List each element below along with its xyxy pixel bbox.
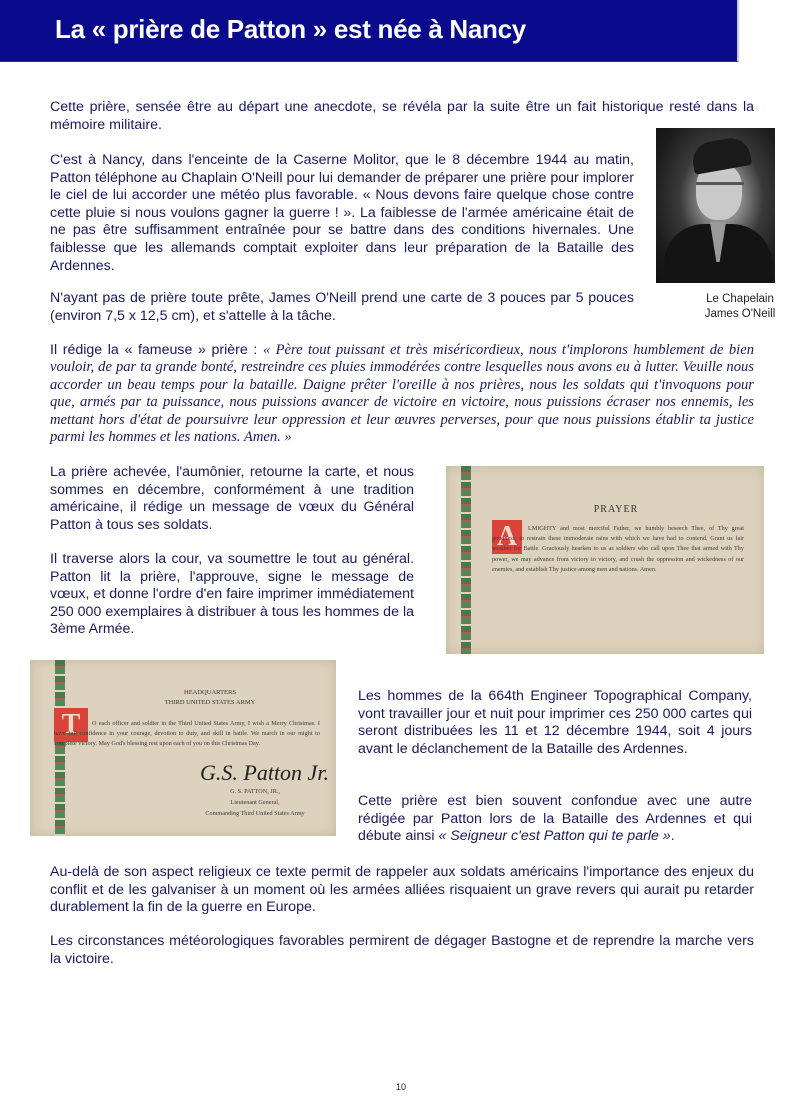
glasses-shape — [696, 182, 744, 185]
page-title: La « prière de Patton » est née à Nancy — [55, 14, 526, 44]
greeting-card-initial: T — [54, 708, 88, 742]
sign-line-3: Commanding Third United States Army — [205, 810, 305, 817]
paragraph-religious-aspect: Au-delà de son aspect religieux ce texte permit de rappeler aux soldats américains l'importance des enjeux du conflit et de les galvaniser à un moment où les armées alliées risquaient un grave revers qui aurait pu retarder durablement la fin de la guerre en Europe. — [50, 864, 754, 916]
greeting-card-image — [30, 660, 336, 836]
paragraph-prayer — [50, 342, 754, 446]
photo-caption — [690, 292, 790, 322]
patton-signature: G.S. Patton Jr. — [200, 760, 329, 785]
paragraph-printing: Les hommes de la 664th Engineer Topographical Company, vont travailler jour et nuit pour imprimer ces 250 000 cartes qui seront distribuées les 11 et 12 décembre 1944, soit 4 jours avant le déclanchement de la Bataille des Ardennes. — [358, 688, 752, 757]
sign-line-2: Lieutenant General, — [230, 799, 280, 806]
confusion-end: . — [670, 828, 675, 845]
prayer-quote: « Père tout puissant et très miséricordieux, nous t'implorons humblement de bien vouloir, de par ta grande bonté, restreindre ces pluies immodérées contre lesquelles nous avons eu à lutter. Veuille nous accorder un beau temps pour la bataille. Daigne prêter l'oreille à nos prières, nous les soldats qui t'invoquons pour que, armés par ta puissance, nous puissions avancer de victoire en victoire, nous puissions écraser nos ennemis, les mettant hors d'état de poursuivre leur oppression et leur œuvres perverses, pour que nous puissions établir ta justice parmi les hommes et les nations. Amen. » — [50, 342, 754, 446]
paragraph-weather: Les circonstances météorologiques favorables permirent de dégager Bastogne et de reprendre la marche vers la victoire. — [50, 933, 754, 967]
page-number: 10 — [396, 1082, 407, 1092]
paragraph-greeting: La prière achevée, l'aumônier, retourne la carte, et nous sommes en décembre, conformément à une tradition américaine, il rédige un message de vœux du Général Patton à tous ses soldats. — [50, 464, 414, 533]
chaplain-photo — [656, 128, 775, 283]
greeting-card-title-line-1: HEADQUARTERS — [184, 689, 236, 696]
prayer-card-text: LMIGHTY and most merciful Father, we humbly beseech Thee, of Thy great goodness, to restrain these immoderate rains with which we have had to contend. Grant us fair weather for Battle. Graciously hearken to us as soldiers who call upon Thee that armed with Thy power, we may advance from victory to victory, and crush the oppression and wickedness of our enemies, and establish Thy justice among men and nations. Amen. — [492, 525, 744, 573]
sign-line-1: G. S. PATTON, JR., — [230, 788, 280, 795]
cap-shape — [690, 135, 752, 175]
confusion-intro: Cette prière est bien souvent confondue avec une autre rédigée par Patton lors de la Bataille des Ardennes et qui débute ainsi — [358, 793, 752, 845]
greeting-card-text: O each officer and soldier in the Third United States Army, I wish a Merry Christmas. I have full confidence in your courage, devotion to duty, and skill in battle. We march in our might to complete victory. May God's blessing rest upon each of you on this Christmas Day. — [54, 720, 320, 748]
paragraph-confusion — [358, 793, 752, 846]
prayer-card-image — [446, 466, 764, 654]
page-header — [0, 0, 739, 62]
caption-line-1: Le Chapelain — [706, 293, 774, 305]
paragraph-card: N'ayant pas de prière toute prête, James O'Neill prend une carte de 3 pouces par 5 pouces (environ 7,5 x 12,5 cm), et s'attelle à la tâche. — [50, 290, 634, 324]
confusion-quote: « Seigneur c'est Patton qui te parle » — [438, 828, 671, 845]
holly-vine-decoration — [461, 466, 471, 654]
greeting-card-title-line-2: THIRD UNITED STATES ARMY — [164, 699, 256, 706]
prayer-card-initial: A — [492, 520, 522, 554]
prayer-card-title: PRAYER — [593, 504, 639, 515]
greeting-card-signature-block — [180, 786, 330, 819]
greeting-card-title — [130, 688, 290, 708]
prayer-intro: Il rédige la « fameuse » prière : — [50, 342, 263, 358]
paragraph-nancy: C'est à Nancy, dans l'enceinte de la Caserne Molitor, que le 8 décembre 1944 au matin, Patton téléphone au Chaplain O'Neill pour lui demander de préparer une prière pour implorer le ciel de lui accorder une météo plus favorable. « Nous devons faire quelque chose contre cette pluie si nous voulons gagner la guerre ! ». La faiblesse de l'armée américaine était de ne pas être suffisamment entraînée pour se battre dans des conditions hivernales. Une faiblesse que les allemands comptait exploiter dans leur préparation de la Bataille des Ardennes. — [50, 152, 634, 274]
paragraph-intro: Cette prière, sensée être au départ une anecdote, se révéla par la suite être un fait historique resté dans la mémoire militaire. — [50, 99, 754, 133]
paragraph-approval: Il traverse alors la cour, va soumettre le tout au général. Patton lit la prière, l'approuve, signe le message de vœux, et donne l'ordre d'en faire imprimer immédiatement 250 000 exemplaires à distribuer à tous les hommes de la 3ème Armée. — [50, 551, 414, 638]
caption-line-2: James O'Neill — [704, 308, 776, 320]
